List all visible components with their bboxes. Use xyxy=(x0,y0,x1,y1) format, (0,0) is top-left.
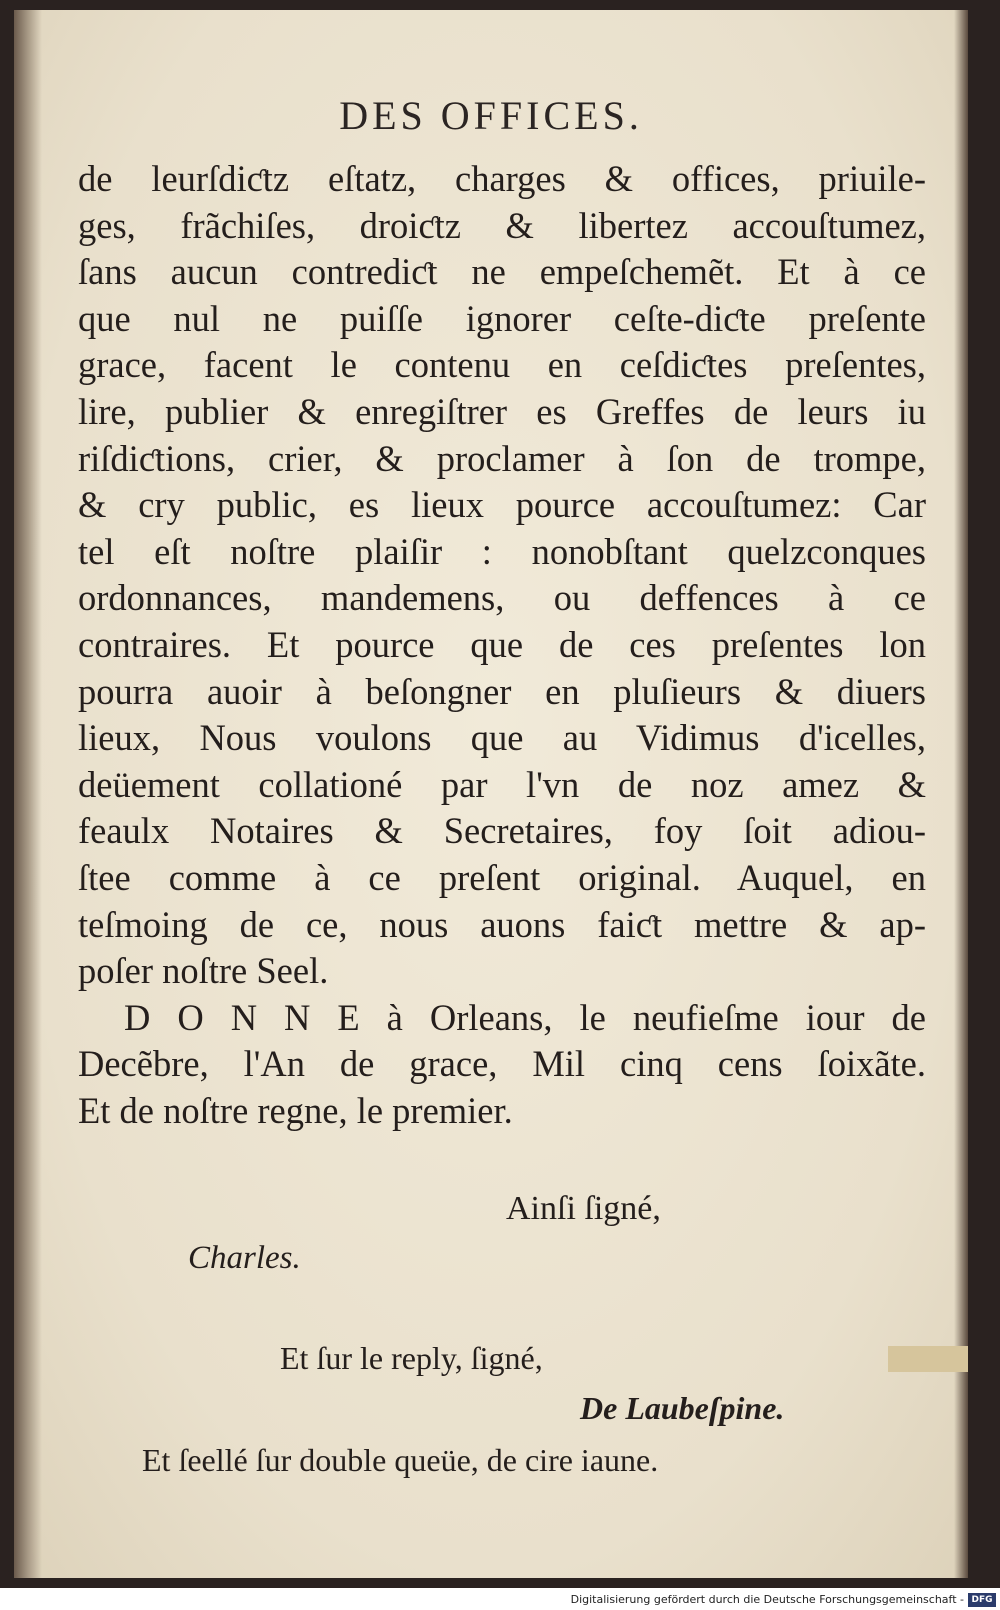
text-line: riſdiƈtions, crier, & proclamer à ſon de trompe, xyxy=(78,437,926,479)
donne-line: D O N N E à Orleans, le neufieſme iour de xyxy=(124,996,926,1038)
text-line: ſtee comme à ce preſent original. Auquel, en xyxy=(78,856,926,898)
footer-credit: Digitalisierung gefördert durch die Deutsche Forschungsgemeinschaft - xyxy=(570,1593,964,1606)
donne-line: Et de noſtre regne, le premier. xyxy=(78,1089,513,1131)
seal-note: Et ſeellé ſur double queüe, de cire iaune. xyxy=(142,1442,659,1478)
text-line: ordonnances, mandemens, ou deffences à ce xyxy=(78,577,926,619)
signature-laubespine: De Laubeſpine. xyxy=(580,1390,785,1426)
text-line: teſmoing de ce, nous auons faiƈt mettre & ap- xyxy=(78,903,926,945)
dfg-logo-icon: DFG xyxy=(968,1593,996,1607)
paper-tab xyxy=(888,1346,968,1372)
text-line: que nul ne puiſſe ignorer ceſte-diƈte preſente xyxy=(78,297,926,339)
ainsi-signe: Ainſi ſigné, xyxy=(506,1190,661,1227)
text-line: & cry public, es lieux pource accouſtumez: Car xyxy=(78,484,926,526)
page-edge xyxy=(954,10,968,1578)
text-line: ges, frãchiſes, droiƈtz & libertez accouſtumez, xyxy=(78,204,926,246)
text-line: contraires. Et pource que de ces preſentes lon xyxy=(78,623,926,665)
text-line: lire, publier & enregiſtrer es Greffes de leurs iu xyxy=(78,390,926,432)
text-line: tel eſt noſtre plaiſir : nonobſtant quelzconques xyxy=(78,530,926,572)
body-text xyxy=(78,156,926,1134)
running-head: DES OFFICES. xyxy=(339,93,643,138)
text-line: pourra auoir à beſongner en pluſieurs & diuers xyxy=(78,670,926,712)
text-line: ſans aucun contrediƈt ne empeſchemẽt. Et à ce xyxy=(78,251,926,293)
text-line: grace, facent le contenu en ceſdiƈtes preſentes, xyxy=(78,344,926,386)
text-line: poſer noſtre Seel. xyxy=(78,950,329,992)
donne-line: Decẽbre, l'An de grace, Mil cinq cens ſoixãte. xyxy=(78,1043,926,1085)
text-line: lieux, Nous voulons que au Vidimus d'icelles, xyxy=(78,717,926,759)
page-gutter xyxy=(14,10,42,1578)
text-line: de leurſdiƈtz eſtatz, charges & offices, priuile- xyxy=(78,158,926,199)
text-line: deüement collationé par l'vn de noz amez & xyxy=(78,763,926,805)
reply-signe: Et ſur le reply, ſigné, xyxy=(280,1340,543,1376)
signature-charles: Charles. xyxy=(188,1240,301,1276)
book-page xyxy=(14,10,968,1578)
text-line: feaulx Notaires & Secretaires, foy ſoit adiou- xyxy=(78,810,926,852)
